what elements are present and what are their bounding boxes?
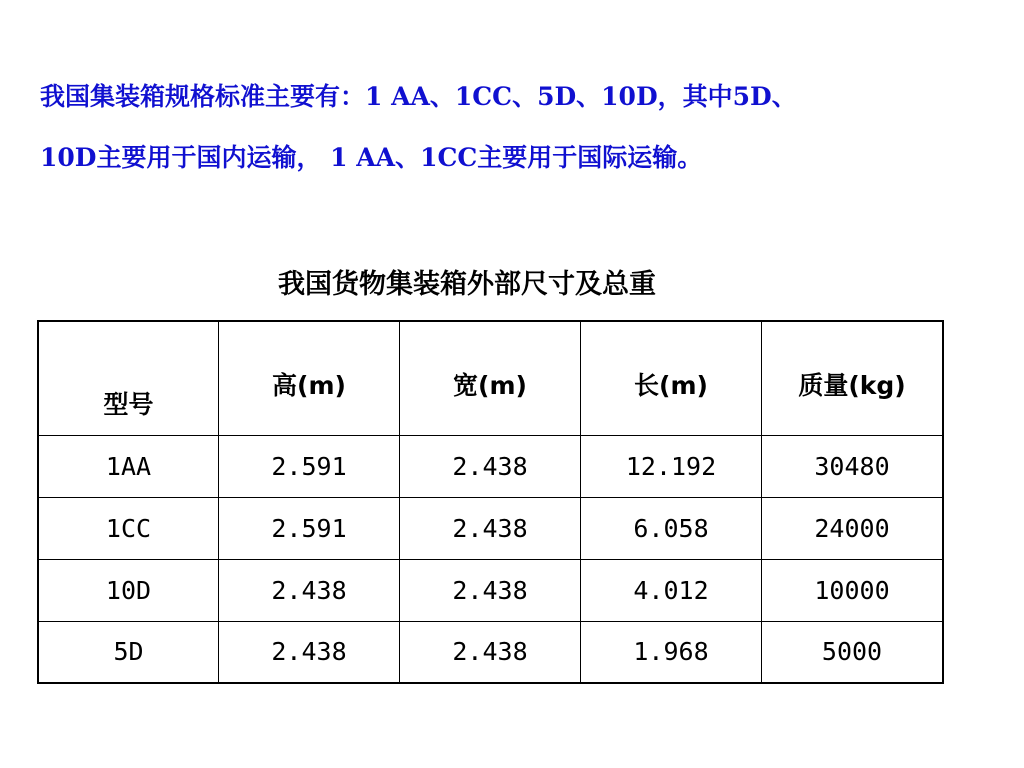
cell-height: 2.438 xyxy=(219,621,400,683)
intro-line-2: 10D主要用于国内运输， 1 AA、1CC主要用于国际运输。 xyxy=(40,143,703,172)
cell-width: 2.438 xyxy=(400,559,581,621)
cell-mass: 24000 xyxy=(762,497,944,559)
intro-paragraph xyxy=(40,66,1008,188)
intro-line-1: 我国集装箱规格标准主要有：1 AA、1CC、5D、10D，其中5D、 xyxy=(40,82,797,111)
cell-width: 2.438 xyxy=(400,621,581,683)
cell-height: 2.591 xyxy=(219,435,400,497)
cell-model: 1CC xyxy=(38,497,219,559)
cell-width: 2.438 xyxy=(400,497,581,559)
table-header-row xyxy=(38,321,943,435)
cell-width: 2.438 xyxy=(400,435,581,497)
table-row xyxy=(38,559,943,621)
cell-length: 12.192 xyxy=(581,435,762,497)
table-row xyxy=(38,621,943,683)
cell-model: 5D xyxy=(38,621,219,683)
cell-mass: 30480 xyxy=(762,435,944,497)
header-model: 型号 xyxy=(38,321,219,435)
container-spec-table xyxy=(37,320,944,684)
header-length: 长(m) xyxy=(581,321,762,435)
cell-length: 1.968 xyxy=(581,621,762,683)
table-row xyxy=(38,435,943,497)
table-title: 我国货物集装箱外部尺寸及总重 xyxy=(278,269,656,300)
cell-length: 4.012 xyxy=(581,559,762,621)
header-mass: 质量(kg) xyxy=(762,321,944,435)
cell-height: 2.591 xyxy=(219,497,400,559)
cell-mass: 5000 xyxy=(762,621,944,683)
cell-height: 2.438 xyxy=(219,559,400,621)
cell-mass: 10000 xyxy=(762,559,944,621)
table-row xyxy=(38,497,943,559)
header-width: 宽(m) xyxy=(400,321,581,435)
cell-model: 10D xyxy=(38,559,219,621)
header-height: 高(m) xyxy=(219,321,400,435)
cell-model: 1AA xyxy=(38,435,219,497)
cell-length: 6.058 xyxy=(581,497,762,559)
